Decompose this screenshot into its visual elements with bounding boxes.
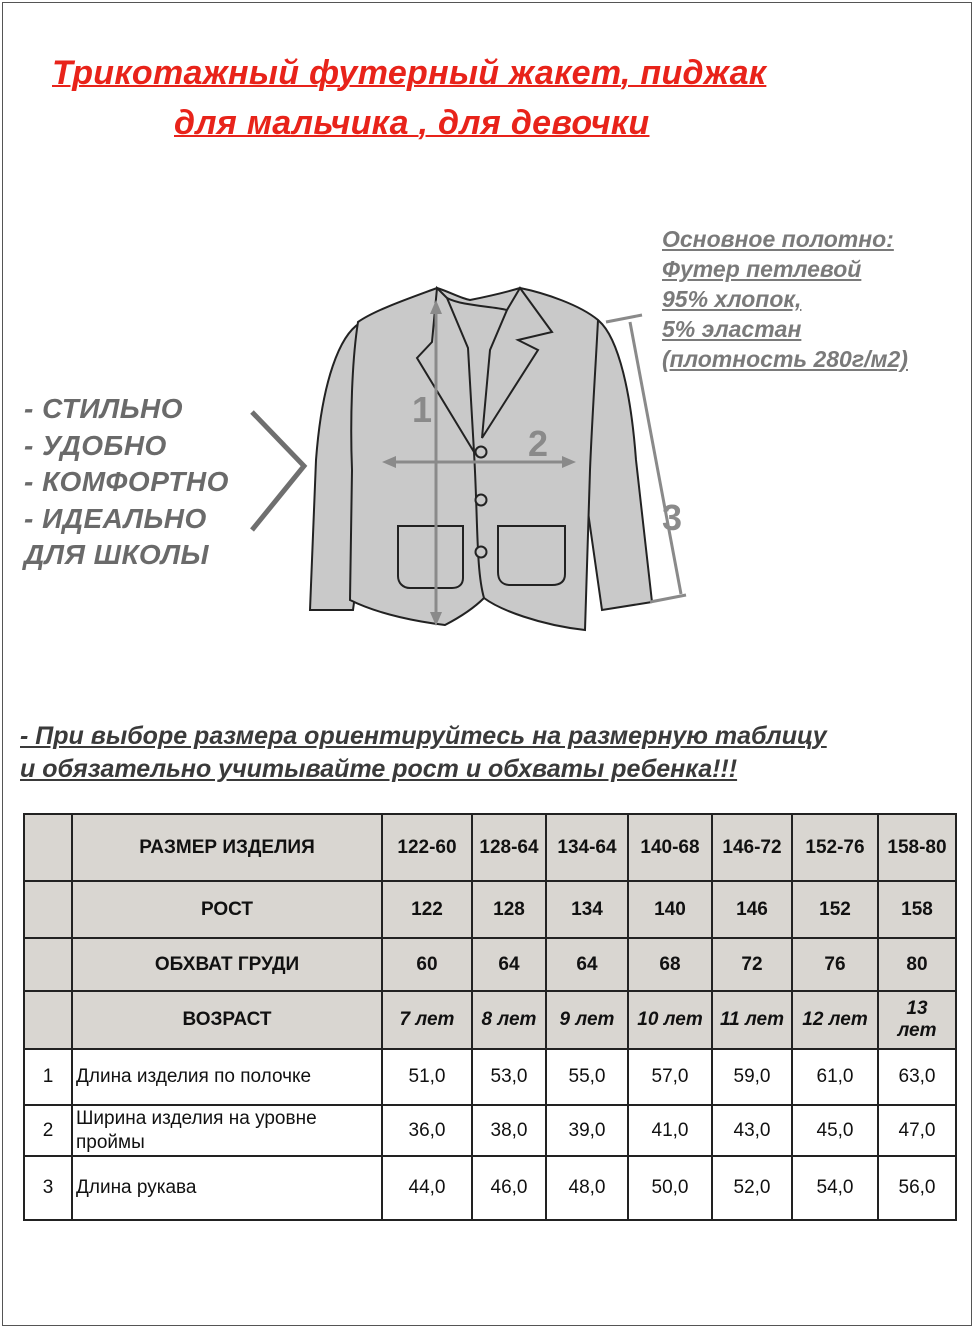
marker-1: 1 [412,389,433,430]
table-cell: 128 [472,881,546,938]
row-number: 3 [24,1156,72,1220]
table-cell: 140 [628,881,712,938]
table-cell: 158-80 [878,814,956,881]
table-header-label: РОСТ [72,881,382,938]
left-pocket [398,526,463,588]
button-icon [476,495,487,506]
jacket-diagram [240,280,700,640]
table-cell: 41,0 [628,1105,712,1156]
table-cell: 140-68 [628,814,712,881]
measurement-name: Ширина изделия на уровне проймы [72,1105,382,1156]
feature-item: - СТИЛЬНО [24,393,184,424]
table-row [24,1156,956,1220]
table-cell: 48,0 [546,1156,628,1220]
button-icon [476,447,487,458]
tick-top [606,315,642,322]
table-cell [24,991,72,1049]
feature-item: - ИДЕАЛЬНО [24,502,207,534]
title-line-1: Трикотажный футерный жакет, пиджак [52,54,767,92]
row-number: 1 [24,1049,72,1105]
fabric-line: (плотность 280г/м2) [662,346,908,372]
table-cell: 158 [878,881,956,938]
tick-bottom [650,595,686,602]
table-cell: 122-60 [382,814,472,881]
table-cell: 55,0 [546,1049,628,1105]
marker-3: 3 [662,497,683,538]
table-cell: 134 [546,881,628,938]
table-cell: 10 лет [628,991,712,1049]
fabric-line: 95% хлопок, [662,286,802,312]
feature-item: ДЛЯ ШКОЛЫ [24,539,210,570]
table-cell [24,938,72,991]
chevron-icon [252,412,304,530]
table-cell: 38,0 [472,1105,546,1156]
table-cell: 50,0 [628,1156,712,1220]
table-cell: 122 [382,881,472,938]
table-cell: 47,0 [878,1105,956,1156]
size-table [23,813,957,1221]
table-cell: 46,0 [472,1156,546,1220]
table-cell: 146-72 [712,814,792,881]
table-row [24,1049,956,1105]
table-cell: 76 [792,938,878,991]
table-cell: 146 [712,881,792,938]
table-cell: 60 [382,938,472,991]
table-cell: 63,0 [878,1049,956,1105]
measurement-name: Длина рукава [72,1156,382,1220]
table-cell: 64 [472,938,546,991]
table-row [24,938,956,991]
table-row [24,1105,956,1156]
table-cell: 152 [792,881,878,938]
table-cell: 36,0 [382,1105,472,1156]
advice-line: и обязательно учитывайте рост и обхваты ребенка!!! [20,755,738,783]
table-cell: 9 лет [546,991,628,1049]
table-cell [24,881,72,938]
table-cell: 51,0 [382,1049,472,1105]
table-cell: 56,0 [878,1156,956,1220]
fabric-line: Футер петлевой [662,256,862,282]
table-cell [24,814,72,881]
table-cell: 44,0 [382,1156,472,1220]
table-header-label: ОБХВАТ ГРУДИ [72,938,382,991]
table-cell: 152-76 [792,814,878,881]
row-number: 2 [24,1105,72,1156]
table-cell: 53,0 [472,1049,546,1105]
table-cell: 80 [878,938,956,991]
feature-item: - УДОБНО [24,429,167,461]
table-cell: 7 лет [382,991,472,1049]
measurement-name: Длина изделия по полочке [72,1049,382,1105]
right-pocket [498,526,565,585]
table-cell: 45,0 [792,1105,878,1156]
table-cell: 43,0 [712,1105,792,1156]
table-cell: 64 [546,938,628,991]
table-row [24,814,956,881]
table-cell: 61,0 [792,1049,878,1105]
table-cell: 54,0 [792,1156,878,1220]
table-cell: 68 [628,938,712,991]
features-list [24,391,229,574]
advice-line: - При выборе размера ориентируйтесь на размерную таблицу [20,722,827,750]
feature-item: - КОМФОРТНО [24,466,229,497]
table-cell: 72 [712,938,792,991]
table-cell: 39,0 [546,1105,628,1156]
size-advice [20,720,827,786]
table-cell: 13 лет [878,991,956,1049]
table-cell: 8 лет [472,991,546,1049]
table-cell: 11 лет [712,991,792,1049]
table-row [24,881,956,938]
fabric-line: Основное полотно: [662,226,894,252]
table-row [24,991,956,1049]
table-cell: 12 лет [792,991,878,1049]
table-cell: 128-64 [472,814,546,881]
fabric-line: 5% эластан [662,316,802,342]
table-cell: 59,0 [712,1049,792,1105]
title-line-2: для мальчика , для девочки [174,104,650,142]
table-header-label: ВОЗРАСТ [72,991,382,1049]
marker-2: 2 [528,423,549,464]
button-icon [476,547,487,558]
table-cell: 52,0 [712,1156,792,1220]
table-header-label: РАЗМЕР ИЗДЕЛИЯ [72,814,382,881]
table-cell: 134-64 [546,814,628,881]
table-cell: 57,0 [628,1049,712,1105]
